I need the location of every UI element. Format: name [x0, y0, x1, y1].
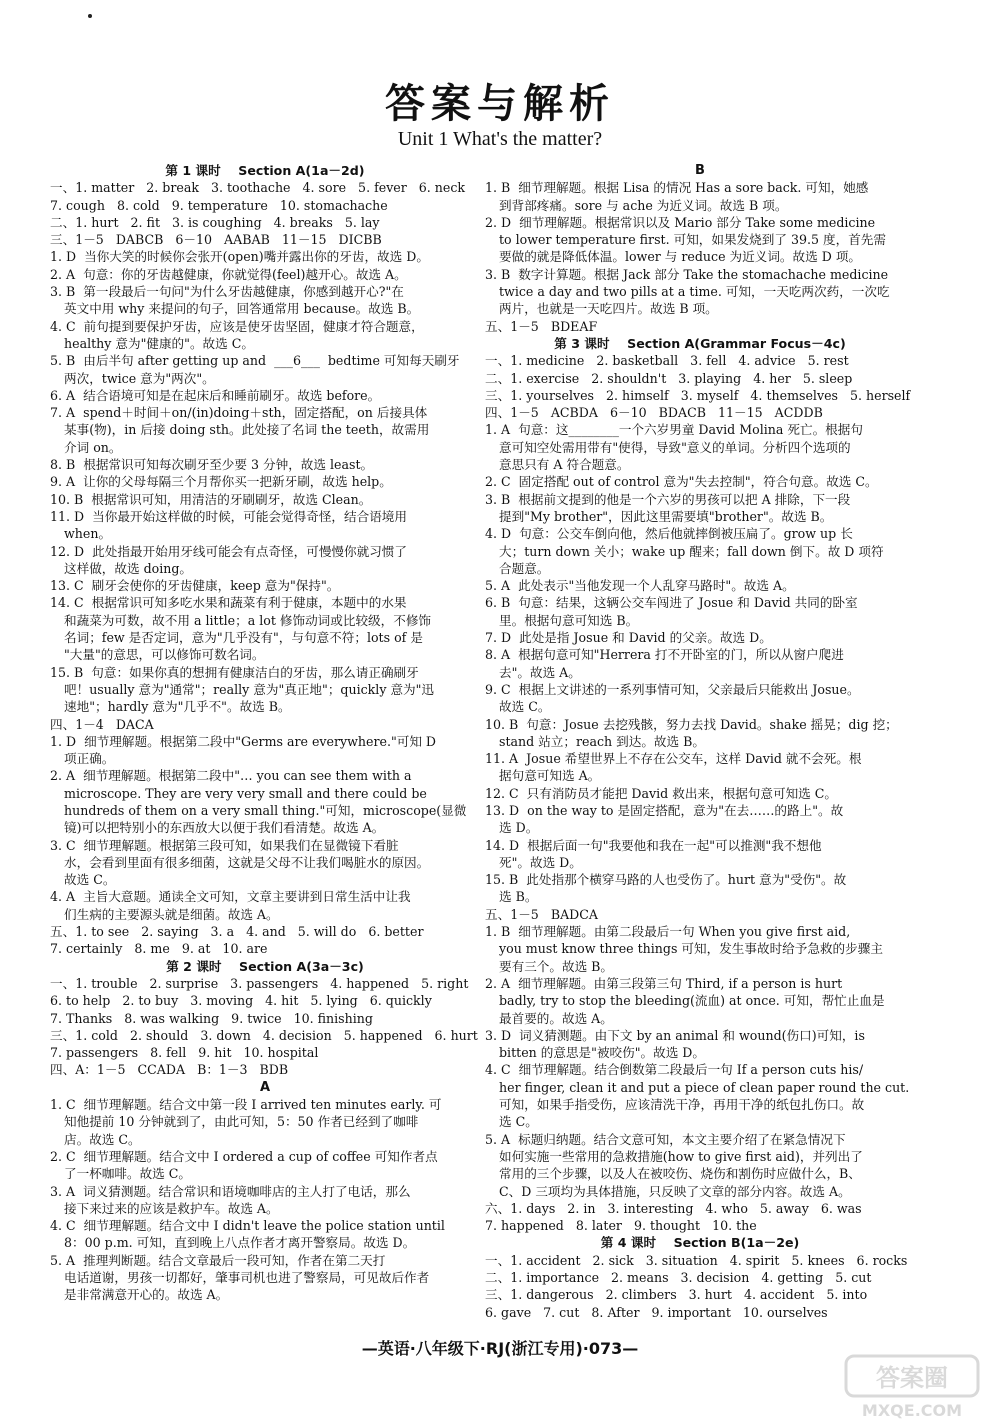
answer-line: 12. D 此处指最开始用牙线可能会有点奇怪，可慢慢你就习惯了 [50, 543, 407, 559]
answer-line: 速地"；hardly 意为"几乎不"。故选 B。 [64, 699, 291, 715]
answer-line: 12. C 只有消防员才能把 David 救出来，根据句意可知选 C。 [485, 785, 838, 801]
svg-text:答案圈: 答案圈 [876, 1364, 948, 1392]
answer-line: 可知，如果手指受伤，应该清洗干净，再用干净的纸包扎伤口。故 [499, 1097, 865, 1113]
answer-line: 介词 on。 [64, 439, 122, 455]
answer-line: 电话道谢，男孩一切都好，肇事司机也进了警察局，可见故后作者 [64, 1270, 430, 1285]
answer-line: 13. D on the way to 是固定搭配，意为"在去……的路上"。故 [485, 802, 844, 818]
answer-line: 1. A 句意：这________一个六岁男童 David Molina 死亡。根据句 [485, 422, 863, 438]
answer-line: 三、1－5 DABCB 6－10 AABAB 11－15 DICBB [50, 232, 382, 248]
answer-line: 五、1－5 BDEAF [485, 318, 598, 334]
svg-text:MXQE.COM: MXQE.COM [861, 1401, 963, 1420]
answer-line: 7. passengers 8. fell 9. hit 10. hospital [50, 1045, 319, 1061]
answer-line: 5. A 此处表示"当他发现一个人乱穿马路时"。故选 A。 [485, 578, 795, 594]
answer-line: 最首要的。故选 A。 [499, 1010, 613, 1026]
answer-line: 一、1. matter 2. break 3. toothache 4. sore 5. fever 6. neck [50, 180, 466, 196]
answer-line: 3. B 根据前文提到的他是一个六岁的男孩可以把 A 排除，下一段 [485, 491, 851, 507]
answer-line: 6. to help 2. to buy 3. moving 4. hit 5. lying 6. quickly [50, 993, 432, 1009]
answer-line: 三、1. dangerous 2. climbers 3. hurt 4. accident 5. into [485, 1287, 868, 1303]
answer-line: 7. A spend＋时间＋on/(in)doing＋sth，固定搭配，on 后接具体 [50, 405, 428, 421]
unit-title: Unit 1 What's the matter? [397, 128, 603, 150]
answer-line: 知他提前 10 分钟就到了，由此可知，5：50 作者已经到了咖啡 [64, 1114, 419, 1130]
answer-line: 4. C 细节理解题。结合倒数第二段最后一句 If a person cuts his/ [485, 1062, 864, 1078]
answer-line: 二、1. importance 2. means 3. decision 4. getting 5. cut [485, 1270, 872, 1285]
answer-line: 二、1. hurt 2. fit 3. is coughing 4. breaks 5. lay [50, 214, 380, 230]
answer-line: 一、1. medicine 2. basketball 3. fell 4. advice 5. rest [485, 353, 849, 369]
answer-line: 15. B 此处指那个横穿马路的人也受伤了。hurt 意为"受伤"。故 [485, 872, 847, 888]
answer-line: 4. C 前句提到要保护牙齿，应该是使牙齿坚固，健康才符合题意， [50, 318, 424, 334]
answer-line: "大量"的意思，可以修饰可数名词。 [64, 647, 265, 663]
answer-line: 6. gave 7. cut 8. After 9. important 10. ourselves [485, 1304, 828, 1320]
answer-line: 故选 C。 [499, 699, 551, 715]
answer-line: 店。故选 C。 [64, 1131, 141, 1147]
answer-line: 5. A 推理判断题。结合文章最后一段可知，作者在第二天打 [50, 1252, 386, 1268]
answer-line: 五、1. to see 2. saying 3. a 4. and 5. will do 6. better [50, 924, 424, 940]
answer-line: 4. A 主旨大意题。通读全文可知，文章主要讲到日常生活中让我 [50, 889, 411, 905]
answer-line: her finger, clean it and put a piece of clean paper round the cut. [499, 1079, 910, 1095]
answer-line: 5. B 由后半句 after getting up and ___6___ bedtime 可知每天刷牙 [50, 353, 460, 369]
answer-line: 7. Thanks 8. was walking 9. twice 10. finishing [50, 1010, 373, 1026]
answer-line: when。 [64, 526, 112, 542]
answer-line: 了一杯咖啡。故选 C。 [64, 1166, 191, 1182]
answer-line: 据句意可知选 A。 [499, 768, 601, 784]
answer-line: 水，会看到里面有很多细菌，这就是父母不让我们喝脏水的原因。 [64, 854, 430, 870]
answer-line: to lower temperature first. 可知，如果发烧到了 39.5 度，首先需 [499, 232, 886, 248]
answer-line: 一、1. trouble 2. surprise 3. passengers 4. happened 5. right [50, 975, 469, 991]
answer-line: 8：00 p.m. 可知，直到晚上八点作者才离开警察局。故选 D。 [64, 1235, 416, 1251]
answer-line: 1. D 当你大笑的时候你会张开(open)嘴并露出你的牙齿，故选 D。 [50, 249, 429, 265]
answer-line: 7. D 此处是指 Josue 和 David 的父亲。故选 D。 [485, 630, 772, 646]
section-heading: 第 1 课时 Section A(1a－2d) [165, 163, 365, 178]
answer-line: you must know three things 可知，发生事故时给予急救的步骤主 [499, 941, 883, 957]
answer-line: 两片，也就是一天吃四片。故选 B 项。 [499, 301, 718, 317]
answer-line: 死"。故选 D。 [499, 854, 582, 870]
answer-line: 11. D 当你最开始这样做的时候，可能会觉得奇怪，结合语境用 [50, 508, 407, 524]
section-heading: 第 2 课时 Section A(3a－3c) [166, 958, 364, 974]
answer-line: stand 站立；reach 到达。故选 B。 [499, 733, 705, 749]
answer-line: 9. C 根据上文讲述的一系列事情可知，父亲最后只能救出 Josue。 [485, 681, 860, 697]
answer-line: 故选 C。 [64, 872, 116, 888]
watermark-logo [842, 1352, 982, 1422]
answer-line: 14. C 根据常识可知多吃水果和蔬菜有利于健康，本题中的水果 [50, 595, 407, 611]
answer-line: 15. B 句意：如果你真的想拥有健康洁白的牙齿，那么请正确刷牙 [50, 664, 419, 680]
answer-line: 1. B 细节理解题。根据 Lisa 的情况 Has a sore back. 可知，她感 [485, 180, 869, 196]
answer-line: 3. D 词义猜测题。由下文 by an animal 和 wound(伤口)可知，is [485, 1027, 865, 1043]
answer-line: 意思只有 A 符合题意。 [499, 457, 630, 473]
answer-line: 选 C。 [499, 1114, 538, 1130]
answer-line: 8. B 根据常识可知每次刷牙至少要 3 分钟，故选 least。 [50, 457, 374, 473]
answer-line: 一、1. accident 2. sick 3. situation 4. spirit 5. knees 6. rocks [485, 1252, 908, 1268]
answer-line: 镜)可以把特别小的东西放大以便于我们看清楚。故选 A。 [64, 820, 385, 836]
page-title: 答案与解析 [385, 81, 615, 127]
answer-line: 7. happened 8. later 9. thought 10. the [485, 1218, 757, 1234]
answer-line: 名词；few 是否定词，意为"几乎没有"，与句意不符；lots of 是 [64, 630, 423, 646]
answer-line: 10. B 根据常识可知，用清洁的牙刷刷牙，故选 Clean。 [50, 491, 372, 507]
answer-line: 们生病的主要源头就是细菌。故选 A。 [64, 906, 279, 922]
answer-line: 7. cough 8. cold 9. temperature 10. stomachache [50, 197, 388, 213]
answer-line: microscope. They are very very small and there could be [64, 785, 427, 801]
page-footer: —英语·八年级下·RJ(浙江专用)·073— [361, 1339, 639, 1358]
answer-line: A [259, 1079, 271, 1095]
answer-line: 四、1－5 ACBDA 6－10 BDACB 11－15 ACDDB [485, 405, 823, 421]
answer-line: 4. C 细节理解题。结合文中 I didn't leave the police station until [50, 1218, 445, 1234]
right-column [485, 162, 915, 1321]
answer-line: 常用的三个步骤，以及人在被咬伤、烧伤和割伤时应做什么，B、 [499, 1166, 861, 1182]
answer-line: 合题意。 [499, 560, 550, 576]
answer-line: 1. D 细节理解题。根据第二段中"Germs are everywhere."可知 D [50, 733, 437, 749]
answer-line: 3. B 数字计算题。根据 Jack 部分 Take the stomachache medicine [485, 266, 889, 282]
answer-line: 选 D。 [499, 820, 539, 836]
answer-line: 两次，twice 意为"两次"。 [64, 370, 215, 386]
answer-line: 11. A Josue 希望世界上不存在公交车，这样 David 就不会死。根 [485, 751, 862, 767]
answer-line: 提到"My brother"，因此这里需要填"brother"。故选 B。 [499, 508, 833, 524]
corner-dot [88, 14, 92, 18]
answer-line: bitten 的意思是"被咬伤"。故选 D。 [499, 1045, 705, 1061]
answer-line: 项正确。 [64, 751, 115, 767]
left-column [50, 162, 480, 1304]
answer-line: 1. C 细节理解题。结合文中第一段 I arrived ten minutes early. 可 [50, 1097, 442, 1113]
answer-line: 2. A 细节理解题。根据第二段中"… you can see them with a [50, 768, 412, 784]
answer-line: 二、1. exercise 2. shouldn't 3. playing 4. her 5. sleep [485, 370, 853, 386]
answer-line: B [695, 163, 705, 178]
answer-line: 9. A 让你的父母每隔三个月帮你买一把新牙刷，故选 help。 [50, 474, 392, 490]
answer-line: 去"。故选 A。 [499, 664, 581, 680]
answer-line: 选 B。 [499, 889, 538, 905]
answer-line: 如何实施一些常用的急救措施(how to give first aid)，并列出了 [499, 1148, 863, 1164]
answer-line: healthy 意为"健康的"。故选 C。 [64, 335, 254, 351]
answer-line: 3. C 细节理解题。根据第三段可知，如果我们在显微镜下看脏 [50, 837, 399, 853]
section-heading: 第 3 课时 Section A(Grammar Focus－4c) [554, 335, 846, 351]
answer-line: 英文中用 why 来提问的句子，回答通常用 because。故选 B。 [64, 301, 420, 317]
answer-line: C、D 三项均为具体措施，只反映了文章的部分内容。故选 A。 [499, 1183, 851, 1199]
answer-line: 2. C 固定搭配 out of control 意为"失去控制"，符合句意。故选 C。 [485, 474, 878, 490]
section-heading: 第 4 课时 Section B(1a－2e) [600, 1235, 800, 1251]
answer-line: 6. B 句意：结果，这辆公交车闯进了 Josue 和 David 共同的卧室 [485, 595, 858, 611]
answer-line: 1. B 细节理解题。由第二段最后一句 When you give first aid, [485, 924, 851, 940]
answer-line: 四、1－4 DACA [50, 716, 154, 732]
answer-line: 和蔬菜为可数，故不用 a little；a lot 修饰动词或比较级，不修饰 [64, 612, 432, 628]
answer-line: 吧！usually 意为"通常"；really 意为"真正地"；quickly 意为"迅 [64, 681, 435, 697]
answer-line: 到背部疼痛。sore 与 ache 为近义词。故选 B 项。 [499, 197, 788, 213]
answer-line: 要有三个。故选 B。 [499, 958, 614, 974]
answer-line: 8. A 根据句意可知"Herrera 打不开卧室的门，所以从窗户爬进 [485, 647, 844, 663]
answer-line: 三、1. yourselves 2. himself 3. myself 4. themselves 5. herself [485, 387, 911, 403]
answer-line: 要做的就是降低体温。lower 与 reduce 为近义词。故选 D 项。 [499, 249, 862, 265]
answer-line: 里。根据句意可知选 B。 [499, 612, 639, 628]
answer-line: 6. A 结合语境可知是在起床后和睡前刷牙。故选 before。 [50, 387, 381, 403]
answer-line: 3. A 词义猜测题。结合常识和语境咖啡店的主人打了电话，那么 [50, 1183, 411, 1199]
answer-line: 2. A 细节理解题。由第三段第三句 Third, if a person is hurt [485, 975, 843, 991]
answer-line: 某事(物)，in 后接 doing sth。此处接了名词 the teeth，故需用 [64, 422, 430, 438]
answer-line: 3. B 第一段最后一句问"为什么牙齿越健康，你感到越开心?"在 [50, 284, 404, 300]
answer-line: 2. A 句意：你的牙齿越健康，你就觉得(feel)越开心。故选 A。 [50, 266, 407, 282]
answer-line: 5. A 标题归纳题。结合文意可知，本文主要介绍了在紧急情况下 [485, 1131, 846, 1147]
answer-line: twice a day and two pills at a time. 可知，一天吃两次药，一次吃 [499, 284, 890, 300]
answer-line: 这样做，故选 doing。 [64, 560, 193, 576]
answer-line: 2. C 细节理解题。结合文中 I ordered a cup of coffee 可知作者点 [50, 1148, 438, 1164]
answer-line: 四、A：1－5 CCADA B：1－3 BDB [50, 1062, 289, 1078]
answer-line: 14. D 根据后面一句"我要他和我在一起"可以推测"我不想他 [485, 837, 822, 853]
answer-line: 10. B 句意：Josue 去挖残骸，努力去找 David。shake 摇晃；dig 挖； [485, 716, 898, 732]
answer-line: 7. certainly 8. me 9. at 10. are [50, 941, 268, 957]
answer-line: 接下来过来的应该是救护车。故选 A。 [64, 1200, 279, 1216]
answer-line: badly, try to stop the bleeding(流血) at once. 可知，帮忙止血是 [499, 993, 885, 1009]
answer-line: 三、1. cold 2. should 3. down 4. decision 5. happened 6. hurt [50, 1027, 478, 1043]
answer-line: 是非常满意开心的。故选 A。 [64, 1287, 229, 1303]
answer-line: 意可知空处需用带有"使得，导致"意义的单词。分析四个选项的 [499, 439, 851, 455]
answer-line: 六、1. days 2. in 3. interesting 4. who 5. away 6. was [485, 1200, 862, 1216]
answer-line: hundreds of them on a very small thing."可知，microscope(显微 [64, 802, 467, 818]
answer-line: 4. D 句意：公交车倒向他，然后他就摔倒被压扁了。grow up 长 [485, 526, 853, 542]
answer-line: 大；turn down 关小；wake up 醒来；fall down 倒下。故 D 项符 [499, 543, 884, 559]
answer-line: 2. D 细节理解题。根据常识以及 Mario 部分 Take some medicine [485, 214, 876, 230]
answer-line: 13. C 刷牙会使你的牙齿健康，keep 意为"保持"。 [50, 578, 340, 594]
answer-line: 五、1－5 BADCA [485, 906, 598, 922]
